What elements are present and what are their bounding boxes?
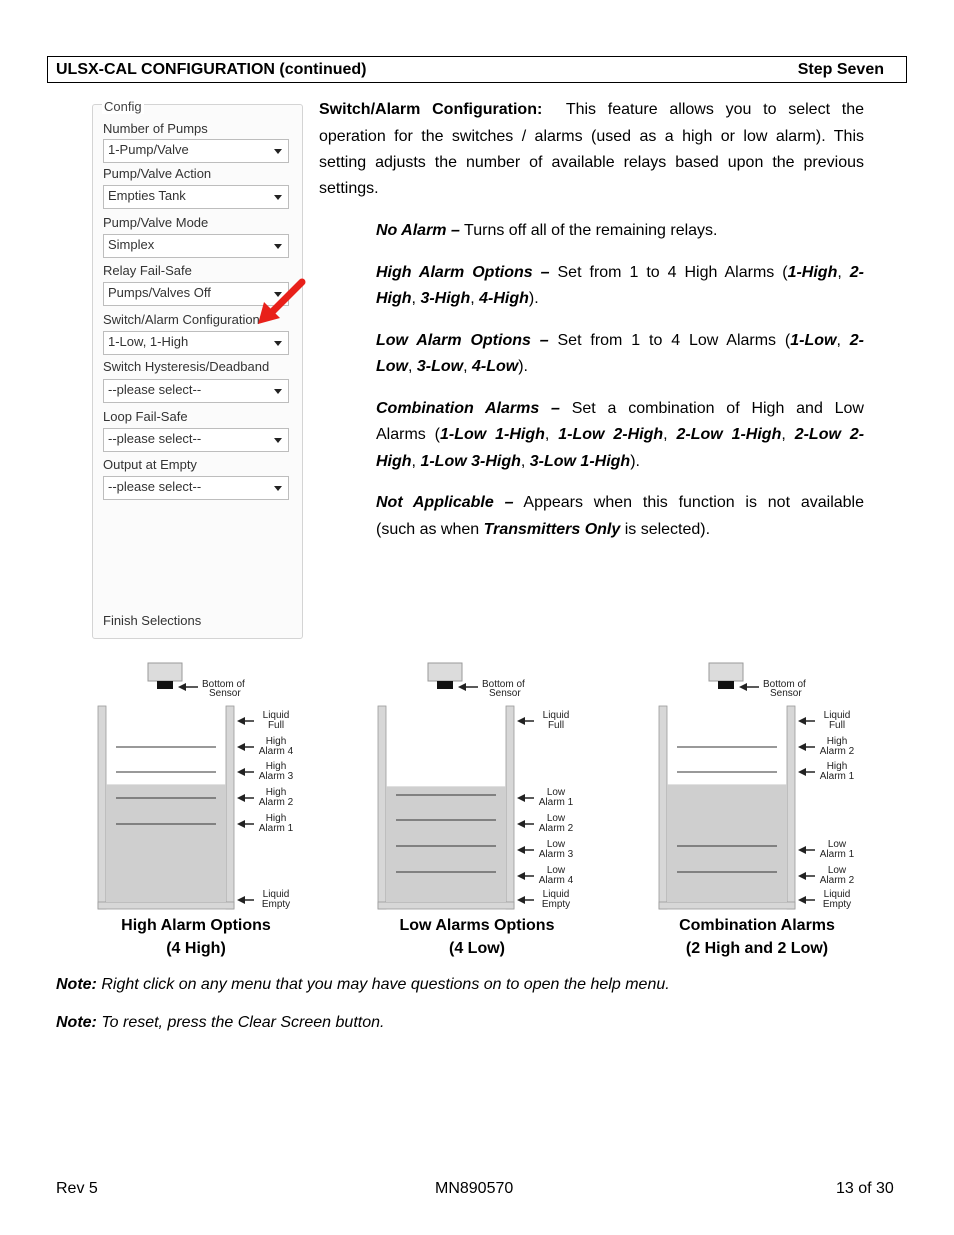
option-value: 2-Low 2- — [794, 426, 865, 443]
option-combo-line-2 — [376, 422, 864, 449]
sensor-label-2: Sensor — [489, 688, 521, 699]
dropdown-arrow-icon — [274, 486, 282, 491]
caption-title: Low Alarms Options — [399, 917, 555, 934]
option-term: Combination Alarms – — [376, 400, 560, 417]
level-label-bottom: Alarm 4 — [258, 746, 294, 757]
intro-heading: Switch/Alarm Configuration: — [319, 101, 543, 118]
level-label-bottom: Alarm 2 — [819, 746, 855, 757]
level-label-top: Liquid — [542, 889, 570, 900]
separator: , — [411, 453, 421, 470]
option-low-line-1 — [376, 328, 864, 355]
sensor-arrow-icon — [739, 683, 747, 691]
dropdown-arrow-icon — [274, 389, 282, 394]
level-label-top: High — [826, 761, 848, 772]
footer-page-number: 13 of 30 — [836, 1180, 894, 1197]
option-text: is selected). — [620, 521, 711, 538]
option-value: 1-Low 2-High — [558, 426, 664, 443]
sensor-housing — [428, 663, 462, 681]
separator: , — [781, 426, 795, 443]
select-switch-hysteresis[interactable] — [103, 379, 289, 403]
note-help-menu — [56, 976, 670, 994]
footer-revision: Rev 5 — [56, 1180, 98, 1197]
sensor-arrow-icon — [178, 683, 186, 691]
sensor-head — [157, 681, 173, 689]
separator: , — [408, 358, 417, 375]
level-label-top: Low — [827, 865, 847, 876]
sensor-label-1: Bottom of — [202, 679, 245, 690]
level-label-bottom: Alarm 1 — [538, 797, 574, 808]
tank-floor — [659, 902, 795, 909]
option-value: 3-High — [420, 290, 471, 307]
option-text: ). — [630, 453, 640, 470]
level-label-bottom: Alarm 3 — [538, 849, 574, 860]
select-value: Empties Tank — [108, 188, 186, 203]
caption-subtitle: (2 High and 2 Low) — [685, 940, 829, 957]
level-arrow-icon — [798, 717, 806, 725]
level-arrow-icon — [798, 846, 806, 854]
intro-line-4: settings. — [319, 180, 379, 197]
field-label-number-of-pumps: Number of Pumps — [103, 121, 208, 136]
select-value: Pumps/Valves Off — [108, 285, 211, 300]
caption-high — [76, 914, 316, 960]
separator: , — [463, 358, 472, 375]
option-value: 3-Low — [416, 358, 464, 375]
note-text: To reset, press the Clear Screen button. — [96, 1014, 385, 1031]
tank-wall-right — [787, 706, 795, 909]
level-arrow-icon — [798, 768, 806, 776]
option-text: Set from 1 to 4 High Alarms ( — [549, 264, 788, 281]
tank-diagram-low — [374, 660, 594, 915]
field-label-pump-valve-action: Pump/Valve Action — [103, 166, 212, 181]
dropdown-arrow-icon — [274, 195, 282, 200]
sensor-housing — [709, 663, 743, 681]
option-value: High — [376, 453, 412, 470]
field-label-output-at-empty: Output at Empty — [103, 457, 197, 472]
level-label-top: High — [265, 813, 287, 824]
level-arrow-icon — [798, 743, 806, 751]
level-label-bottom: Full — [267, 720, 285, 731]
option-value: 3-Low 1-High — [529, 453, 631, 470]
option-value: 1-Low 1-High — [440, 426, 545, 443]
level-arrow-icon — [237, 717, 245, 725]
option-combo-line-3 — [376, 449, 864, 476]
tank-wall-left — [659, 706, 667, 909]
level-label-top: High — [265, 787, 287, 798]
sensor-label-1: Bottom of — [482, 679, 525, 690]
sensor-label-2: Sensor — [209, 688, 241, 699]
note-reset — [56, 1014, 384, 1032]
intro-line-3: setting adjusts the number of available relays based upon the previous — [319, 154, 864, 171]
level-label-bottom: Alarm 1 — [819, 771, 855, 782]
field-label-relay-fail-safe: Relay Fail-Safe — [103, 263, 192, 278]
level-label-top: Liquid — [262, 710, 290, 721]
caption-low — [357, 914, 597, 960]
option-text: Turns off all of the remaining relays. — [459, 222, 718, 239]
level-arrow-icon — [517, 794, 525, 802]
option-value: Transmitters Only — [483, 521, 621, 538]
note-label: Note: — [56, 1014, 97, 1031]
level-label-top: Low — [546, 787, 566, 798]
level-label-bottom: Full — [547, 720, 565, 731]
sensor-housing — [148, 663, 182, 681]
intro-line-1 — [319, 97, 864, 124]
select-number-of-pumps[interactable] — [103, 139, 289, 163]
tank-wall-right — [226, 706, 234, 909]
finish-selections-link[interactable]: Finish Selections — [103, 613, 202, 628]
level-label-top: Low — [546, 865, 566, 876]
level-label-top: Low — [827, 839, 847, 850]
separator: , — [837, 264, 850, 281]
level-label-top: Low — [546, 839, 566, 850]
separator: , — [520, 453, 530, 470]
level-arrow-icon — [237, 743, 245, 751]
option-term: No Alarm – — [376, 222, 460, 239]
level-arrow-icon — [237, 820, 245, 828]
intro-line-2: operation for the switches / alarms (used as a high or low alarm). This — [319, 128, 864, 145]
level-label-top: High — [826, 736, 848, 747]
option-term: Low Alarm Options – — [376, 332, 549, 349]
caption-combination — [637, 914, 877, 960]
option-value: 1-High — [787, 264, 838, 281]
level-label-top: Liquid — [823, 710, 851, 721]
caption-title: High Alarm Options — [121, 917, 271, 934]
level-arrow-icon — [517, 820, 525, 828]
option-combo-line-1 — [376, 396, 864, 423]
option-term: High Alarm Options – — [376, 264, 550, 281]
select-value: --please select-- — [108, 431, 202, 446]
select-loop-fail-safe[interactable] — [103, 428, 289, 452]
level-label-top: High — [265, 761, 287, 772]
level-label-bottom: Alarm 3 — [258, 771, 294, 782]
level-label-bottom: Empty — [541, 899, 571, 910]
separator: , — [544, 426, 559, 443]
note-text: Right click on any menu that you may have questions on to open the help menu. — [96, 976, 670, 993]
dropdown-arrow-icon — [274, 341, 282, 346]
option-na-line-1 — [376, 490, 864, 517]
option-value: 4-Low — [472, 358, 519, 375]
footer-doc-number: MN890570 — [435, 1180, 514, 1197]
caption-subtitle: (4 Low) — [449, 940, 505, 957]
option-value: 1-Low — [790, 332, 837, 349]
sensor-head — [437, 681, 453, 689]
section-title: ULSX-CAL CONFIGURATION (continued) — [56, 60, 367, 78]
level-label-top: Liquid — [542, 710, 570, 721]
level-label-top: Low — [546, 813, 566, 824]
sensor-label-1: Bottom of — [763, 679, 806, 690]
level-label-bottom: Alarm 2 — [258, 797, 294, 808]
level-label-top: Liquid — [262, 889, 290, 900]
option-value: High — [376, 290, 412, 307]
note-label: Note: — [56, 976, 97, 993]
tank-floor — [378, 902, 514, 909]
select-value: --please select-- — [108, 479, 202, 494]
caption-title: Combination Alarms — [679, 917, 835, 934]
field-label-loop-fail-safe: Loop Fail-Safe — [103, 409, 188, 424]
level-arrow-icon — [517, 846, 525, 854]
sensor-head — [718, 681, 734, 689]
option-value: Low — [376, 358, 408, 375]
option-high-line-1 — [376, 260, 864, 287]
separator: , — [836, 332, 850, 349]
tank-liquid — [106, 784, 226, 902]
section-header — [47, 56, 907, 83]
level-label-bottom: Empty — [261, 899, 291, 910]
select-value: 1-Low, 1-High — [108, 334, 189, 349]
dropdown-arrow-icon — [274, 438, 282, 443]
option-text: ). — [518, 358, 528, 375]
level-arrow-icon — [237, 794, 245, 802]
level-label-bottom: Alarm 1 — [258, 823, 294, 834]
field-label-pump-valve-mode: Pump/Valve Mode — [103, 215, 209, 230]
field-label-switch-hysteresis: Switch Hysteresis/Deadband — [103, 359, 270, 374]
sensor-arrow-icon — [458, 683, 466, 691]
level-label-top: High — [265, 736, 287, 747]
option-text: Appears when this function is not available — [513, 494, 864, 511]
field-label-switch-alarm-configuration: Switch/Alarm Configuration — [103, 312, 260, 327]
level-label-bottom: Full — [828, 720, 846, 731]
level-arrow-icon — [517, 896, 525, 904]
option-term: Not Applicable – — [376, 494, 514, 511]
level-arrow-icon — [798, 872, 806, 880]
sensor-label-2: Sensor — [770, 688, 802, 699]
tank-wall-left — [98, 706, 106, 909]
option-value: 1-Low 3-High — [420, 453, 521, 470]
level-label-bottom: Alarm 2 — [538, 823, 574, 834]
step-label: Step Seven — [797, 60, 884, 78]
config-panel-title: Config — [104, 99, 142, 114]
level-arrow-icon — [517, 872, 525, 880]
option-low-line-2 — [376, 354, 864, 381]
separator: , — [663, 426, 677, 443]
dropdown-arrow-icon — [274, 149, 282, 154]
dropdown-arrow-icon — [274, 244, 282, 249]
tank-diagram-combination — [655, 660, 875, 915]
option-no-alarm — [376, 218, 864, 245]
red-pointer-arrow-icon — [258, 278, 308, 328]
option-high-line-2 — [376, 286, 864, 313]
level-label-top: Liquid — [823, 889, 851, 900]
option-value: 2-Low 1-High — [676, 426, 782, 443]
select-switch-alarm-configuration[interactable] — [103, 331, 289, 355]
option-value: 4-High — [479, 290, 529, 307]
select-output-at-empty[interactable] — [103, 476, 289, 500]
caption-subtitle: (4 High) — [166, 940, 226, 957]
option-value: 2- — [849, 332, 865, 349]
option-na-line-2 — [376, 517, 864, 544]
separator: , — [470, 290, 480, 307]
level-label-bottom: Alarm 1 — [819, 849, 855, 860]
select-value: --please select-- — [108, 382, 202, 397]
intro-text-1: This feature allows you to select the — [565, 101, 865, 118]
option-text: Set from 1 to 4 Low Alarms ( — [548, 332, 791, 349]
tank-diagram-high — [94, 660, 314, 915]
level-arrow-icon — [517, 717, 525, 725]
select-value: 1-Pump/Valve — [108, 142, 189, 157]
separator: , — [411, 290, 421, 307]
option-text: Alarms ( — [376, 426, 440, 443]
option-text: (such as when — [376, 521, 484, 538]
select-pump-valve-action[interactable] — [103, 185, 289, 209]
tank-liquid — [667, 784, 787, 902]
option-text: ). — [528, 290, 539, 307]
tank-wall-left — [378, 706, 386, 909]
level-arrow-icon — [237, 768, 245, 776]
tank-liquid — [386, 786, 506, 902]
option-value: 2- — [849, 264, 865, 281]
select-value: Simplex — [108, 237, 155, 252]
level-label-bottom: Alarm 2 — [819, 875, 855, 886]
level-arrow-icon — [798, 896, 806, 904]
level-label-bottom: Empty — [822, 899, 852, 910]
tank-wall-right — [506, 706, 514, 909]
tank-floor — [98, 902, 234, 909]
level-label-bottom: Alarm 4 — [538, 875, 574, 886]
select-pump-valve-mode[interactable] — [103, 234, 289, 258]
option-text: Set a combination of High and Low — [559, 400, 864, 417]
level-arrow-icon — [237, 896, 245, 904]
config-panel — [92, 99, 303, 639]
